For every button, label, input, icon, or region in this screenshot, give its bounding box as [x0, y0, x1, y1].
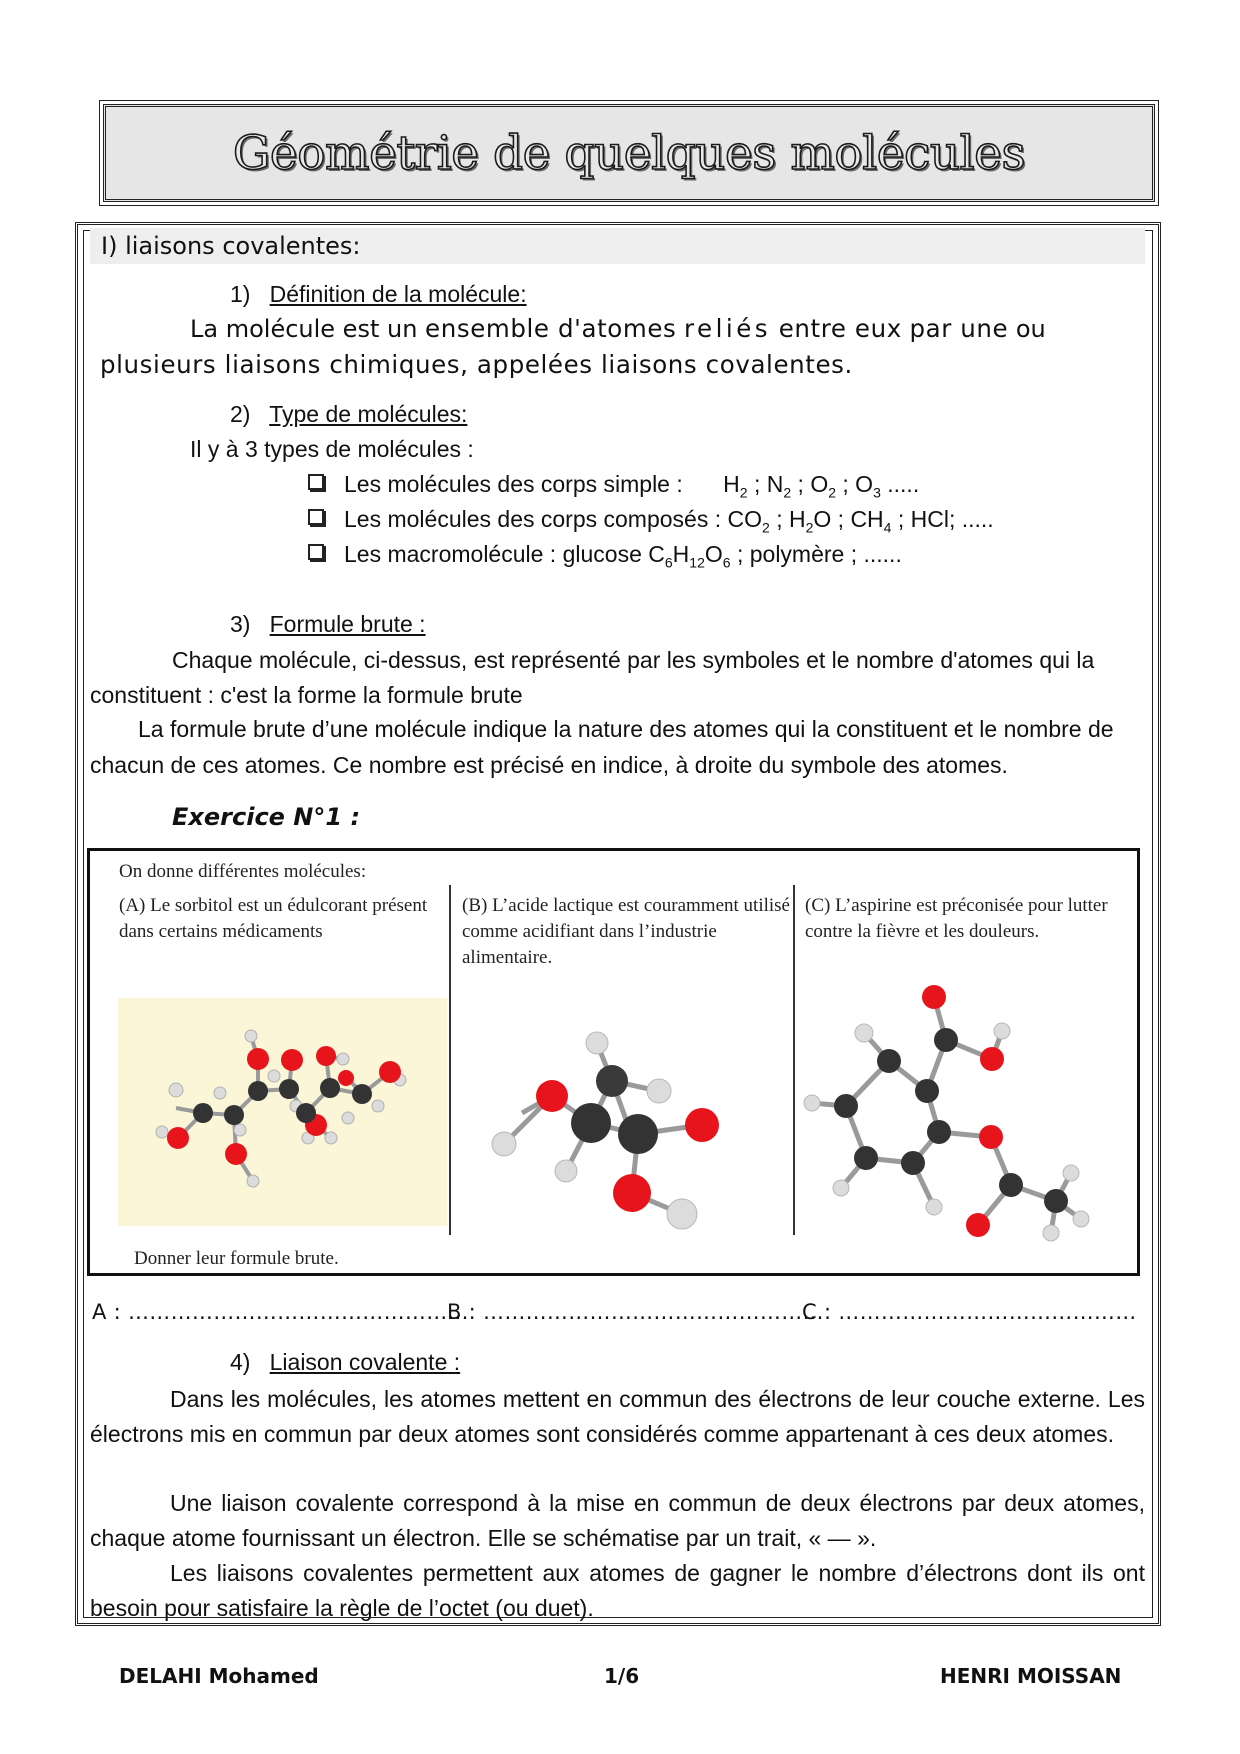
formula-subscript: 12	[689, 554, 705, 571]
sub4-title: Liaison covalente :	[269, 1349, 461, 1375]
molecule-a-caption-2: dans certains médicaments	[119, 921, 323, 942]
molecule-c-caption-1: (C) L’aspirine est préconisée pour lutter	[805, 895, 1108, 916]
def-text-b: ensemble d'atomes	[425, 314, 677, 343]
checkbox-icon	[308, 474, 324, 490]
formule-p1-line1: Chaque molécule, ci-dessus, est représenté par les symboles et le nombre d'atomes qui la	[172, 647, 1095, 673]
footer-school: HENRI MOISSAN	[940, 1664, 1122, 1688]
def-text-e: par une	[909, 314, 1009, 343]
formula-subscript: 2	[828, 484, 837, 501]
def-text-d: entre eux	[778, 314, 902, 343]
def-text-c: reliés	[684, 314, 772, 343]
sub1-heading	[230, 279, 527, 309]
formula-part: .....	[880, 471, 920, 497]
covalent-paragraph-3	[90, 1556, 1145, 1626]
formula-subscript: 2	[762, 519, 770, 536]
footer-author: DELAHI Mohamed	[119, 1664, 319, 1688]
aspirin-molecule-image	[796, 945, 1136, 1245]
formula-part: CO	[727, 506, 763, 532]
type-item-label: Les molécules des corps simple :	[344, 471, 683, 497]
sub4-number: 4)	[230, 1349, 251, 1375]
sub4-heading	[230, 1347, 460, 1377]
formula-subscript: 6	[722, 554, 731, 571]
molecule-a-caption-1: (A) Le sorbitol est un édulcorant présent	[119, 895, 428, 916]
sub2-heading	[230, 399, 467, 429]
answer-line-c[interactable]: C : ……………………………………	[802, 1300, 1137, 1324]
formula-subscript: 2	[805, 519, 814, 536]
formula-part: ; polymère ; ......	[730, 541, 902, 567]
covalent-p1-text: Dans les molécules, les atomes mettent en commun des électrons de leur couche externe. Les électrons mis en commun par deux atomes sont considérés comme appartenant à ces deux atomes.	[90, 1386, 1145, 1447]
molecule-c-caption-2: contre la fièvre et les douleurs.	[805, 921, 1040, 942]
definition-line-1	[190, 314, 1046, 344]
molecule-b-caption-3: alimentaire.	[462, 947, 553, 968]
sub1-title: Définition de la molécule:	[269, 281, 527, 307]
checkbox-icon	[308, 509, 324, 525]
formula-part: ; H	[769, 506, 806, 532]
def-text-a: La molécule est un	[190, 315, 418, 343]
sub2-title: Type de molécules:	[269, 401, 468, 427]
formula-subscript: 3	[873, 484, 881, 501]
type-item-simple	[308, 469, 919, 508]
type-item-label: Les macromolécule : glucose C	[344, 541, 665, 567]
footer-page-number: 1/6	[604, 1664, 640, 1688]
covalent-paragraph-1	[90, 1382, 1145, 1452]
def-text-f: ou	[1015, 315, 1046, 343]
formula-part: ; HCl; .....	[891, 506, 994, 532]
formula-subscript: 6	[664, 554, 673, 571]
sub1-number: 1)	[230, 281, 251, 307]
formula-subscript: 2	[783, 484, 792, 501]
checkbox-icon	[308, 544, 324, 560]
sub3-heading	[230, 609, 426, 639]
formula-part: ; O	[791, 471, 829, 497]
figure-question: Donner leur formule brute.	[134, 1248, 339, 1269]
covalent-p3-text: Les liaisons covalentes permettent aux atomes de gagner le nombre d’électrons dont ils ont besoin pour satisfaire la règle de l’octet (ou duet).	[90, 1560, 1145, 1621]
covalent-p2-text: Une liaison covalente correspond à la mise en commun de deux électrons par deux atomes, chaque atome fournissant un électron. Elle se schématise par un trait, « — ».	[90, 1490, 1145, 1551]
sub3-number: 3)	[230, 611, 251, 637]
type-item-label: Les molécules des corps composés :	[344, 506, 722, 532]
panel-divider	[449, 885, 451, 1235]
title-banner	[103, 104, 1155, 202]
molecule-b-caption-1: (B) L’acide lactique est couramment utilisé	[462, 895, 790, 916]
lactic-acid-molecule-image	[452, 971, 792, 1241]
answer-line-a[interactable]: A : …………………………………………	[92, 1300, 469, 1324]
sub3-title: Formule brute :	[269, 611, 426, 637]
formule-p2-line1: La formule brute d’une molécule indique la nature des atomes qui la constituent et le nombre de	[138, 716, 1114, 742]
formule-p2-line2: chacun de ces atomes. Ce nombre est précisé en indice, à droite du symbole des atomes.	[90, 752, 1008, 778]
covalent-paragraph-2	[90, 1486, 1145, 1556]
figure-intro: On donne différentes molécules:	[119, 861, 367, 882]
formula-part: ; N	[747, 471, 784, 497]
type-item-compound	[308, 504, 994, 543]
exercise-title: Exercice N°1 :	[172, 803, 361, 831]
formula-part: H	[672, 541, 690, 567]
types-intro: Il y à 3 types de molécules :	[190, 436, 474, 462]
formule-p1-line2: constituent : c'est la forme la formule brute	[90, 682, 523, 708]
answer-line-b[interactable]: B : …………………………………………	[447, 1300, 824, 1324]
formula-part: ; O	[836, 471, 874, 497]
page-title: Géométrie de quelques molécules	[232, 125, 1026, 181]
formula-subscript: 2	[739, 484, 748, 501]
formula-part: O	[704, 541, 723, 567]
sub2-number: 2)	[230, 401, 251, 427]
panel-divider	[793, 885, 795, 1235]
type-item-macro	[308, 539, 902, 578]
molecules-figure	[87, 848, 1140, 1276]
definition-line-2: plusieurs liaisons chimiques, appelées liaisons covalentes.	[100, 350, 853, 379]
molecule-b-caption-2: comme acidifiant dans l’industrie	[462, 921, 717, 942]
sorbitol-molecule-image	[118, 998, 447, 1228]
formula-part: H	[723, 471, 740, 497]
formula-part: O ; CH	[813, 506, 884, 532]
formula-subscript: 4	[883, 519, 892, 536]
section-heading: I) liaisons covalentes:	[90, 228, 1145, 264]
